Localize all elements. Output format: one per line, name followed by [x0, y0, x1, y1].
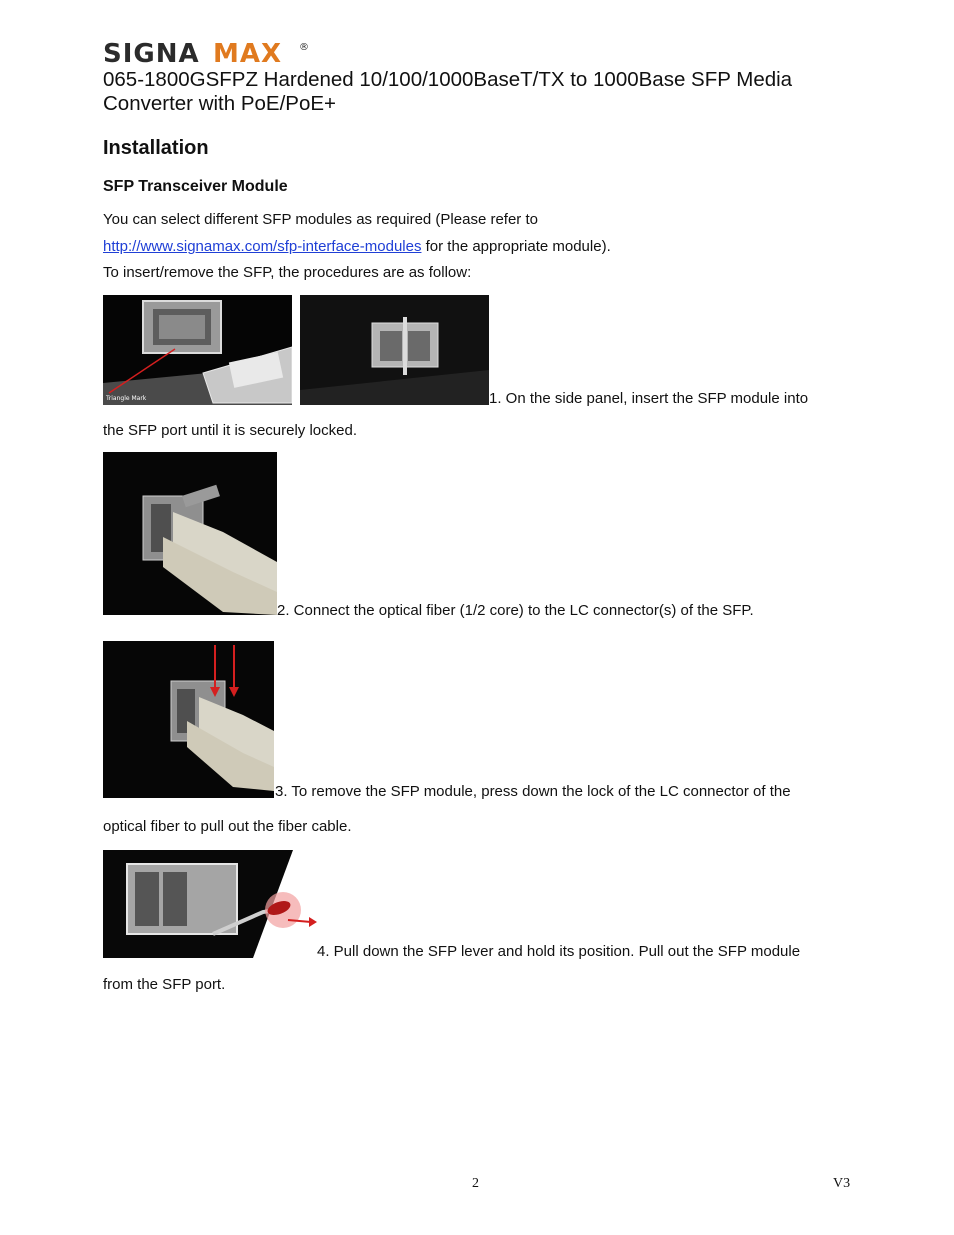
section-heading: Installation [103, 137, 209, 159]
fiber-remove-photo [103, 641, 274, 798]
step-3-text-b: optical fiber to pull out the fiber cable. [103, 818, 352, 835]
fiber-connect-photo [103, 452, 277, 615]
logo-registered-mark: ® [299, 42, 308, 53]
intro-line-3: To insert/remove the SFP, the procedures are as follow: [103, 264, 472, 281]
logo-text-left: SIGNA [103, 39, 200, 68]
sfp-module-photo-triangle-mark [103, 295, 292, 405]
logo-text-right: MAX [213, 39, 283, 68]
document-version: V3 [833, 1176, 851, 1191]
sfp-modules-link[interactable]: http://www.signamax.com/sfp-interface-modules [103, 238, 422, 255]
step-3-text-a: 3. To remove the SFP module, press down the lock of the LC connector of the [275, 783, 791, 800]
sfp-port-insert-photo [300, 295, 489, 405]
step-1-text-a: 1. On the side panel, insert the SFP module into [489, 390, 809, 407]
step-4-text-b: from the SFP port. [103, 976, 226, 993]
signamax-logo [103, 38, 308, 68]
triangle-mark-label: Triangle Mark [106, 395, 147, 402]
intro-line-2 [103, 238, 611, 256]
step-1-text-b: the SFP port until it is securely locked. [103, 422, 358, 439]
intro-line-1: You can select different SFP modules as required (Please refer to [103, 211, 538, 228]
page-number: 2 [472, 1176, 479, 1191]
sfp-lever-photo [103, 850, 317, 958]
step-4-text-a: 4. Pull down the SFP lever and hold its position. Pull out the SFP module [317, 943, 801, 960]
intro-line-2-rest: for the appropriate module). [421, 238, 611, 255]
section-subheading: SFP Transceiver Module [103, 178, 288, 195]
step-2-text: 2. Connect the optical fiber (1/2 core) to the LC connector(s) of the SFP. [277, 602, 754, 619]
document-title: 065-1800GSFPZ Hardened 10/100/1000BaseT/TX to 1000Base SFP Media Converter with PoE/PoE+ [103, 68, 793, 115]
